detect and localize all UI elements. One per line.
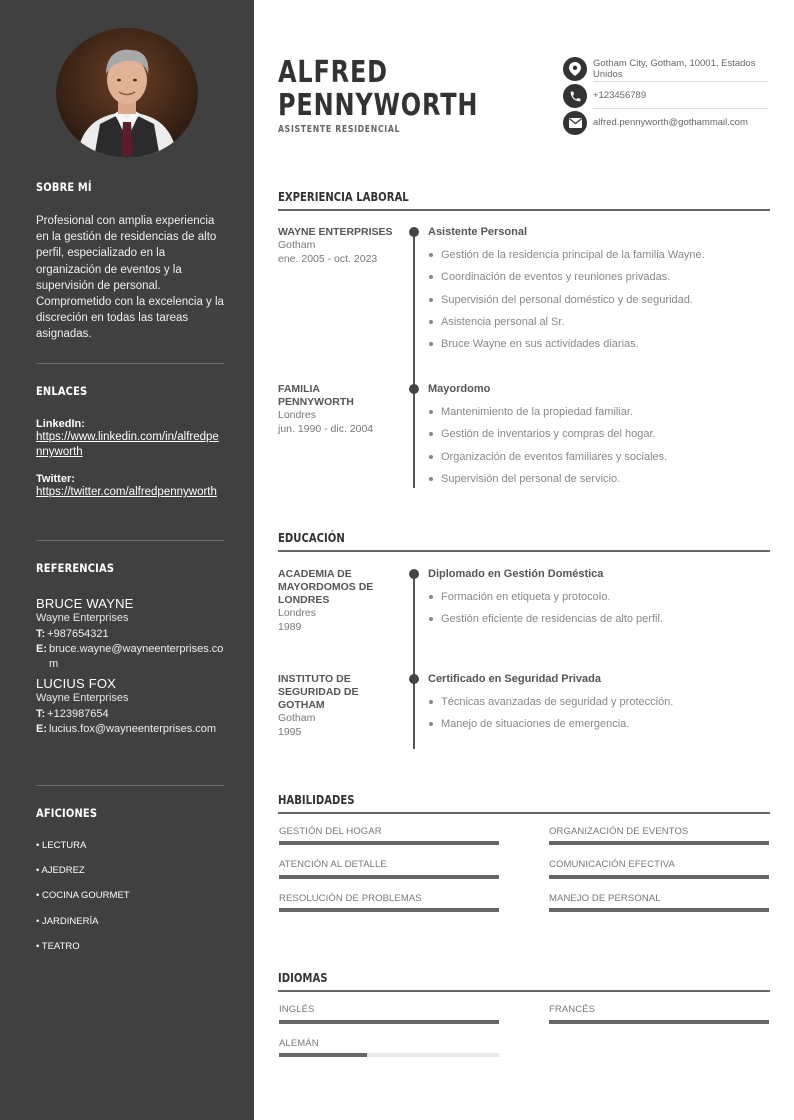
experience-bullet: Asistencia personal al Sr. xyxy=(428,311,770,333)
experience-bullet: Supervisión del personal de servicio. xyxy=(428,468,770,490)
education-dates: 1989 xyxy=(278,620,302,633)
section-rule xyxy=(278,812,770,814)
language-label: INGLÉS xyxy=(279,1004,315,1015)
references-heading: REFERENCIAS xyxy=(36,561,115,575)
skill-label: MANEJO DE PERSONAL xyxy=(549,893,661,904)
education-bullet: Técnicas avanzadas de seguridad y protección. xyxy=(428,691,770,713)
section-rule xyxy=(278,990,770,992)
contact-divider xyxy=(593,108,768,109)
education-dates: 1995 xyxy=(278,725,302,738)
language-bar xyxy=(549,1020,769,1024)
reference-company: Wayne Enterprises xyxy=(36,612,129,624)
experience-entry-meta xyxy=(278,226,398,266)
experience-dates: ene. 2005 - oct. 2023 xyxy=(278,252,378,265)
education-bullet: Manejo de situaciones de emergencia. xyxy=(428,713,770,735)
experience-timeline xyxy=(413,232,415,488)
experience-bullet: Organización de eventos familiares y sociales. xyxy=(428,446,770,468)
person-name: ALFRED PENNYWORTH xyxy=(278,55,479,123)
hobby-item: • JARDINERÍA xyxy=(36,915,99,927)
language-bar xyxy=(279,1053,499,1057)
experience-bullet: Gestión de la residencia principal de la familia Wayne. xyxy=(428,244,770,266)
hobby-item: • TEATRO xyxy=(36,940,80,952)
reference-email: E: lucius.fox@wayneenterprises.com xyxy=(36,723,217,735)
skill-bar xyxy=(549,875,769,879)
experience-entry-detail xyxy=(428,225,770,355)
hobby-item: • LECTURA xyxy=(36,840,87,851)
contact-address: Gotham City, Gotham, 10001, Estados Unidos xyxy=(563,57,768,81)
skill-bar xyxy=(549,841,769,845)
skill-label: COMUNICACIÓN EFECTIVA xyxy=(549,859,675,870)
contact-divider xyxy=(593,81,768,82)
reference-phone: T: +987654321 xyxy=(36,628,109,640)
skill-bar xyxy=(279,908,499,912)
experience-bullet: Coordinación de eventos y reuniones privadas. xyxy=(428,266,770,288)
education-entry-detail xyxy=(428,567,770,631)
skill-label: ATENCIÓN AL DETALLE xyxy=(279,859,387,870)
experience-org: FAMILIA PENNYWORTH xyxy=(278,383,354,408)
experience-location: Londres xyxy=(278,409,316,421)
link-item-twitter xyxy=(36,473,224,500)
languages-heading: IDIOMAS xyxy=(278,971,328,985)
hobbies-section xyxy=(36,806,224,966)
about-heading: SOBRE MÍ xyxy=(36,180,92,194)
timeline-dot xyxy=(409,569,419,579)
reference-phone: T: +123987654 xyxy=(36,708,109,720)
sidebar-divider xyxy=(36,363,224,364)
timeline-dot xyxy=(409,384,419,394)
experience-heading: EXPERIENCIA LABORAL xyxy=(278,190,409,204)
education-degree: Certificado en Seguridad Privada xyxy=(428,673,601,685)
reference-name: LUCIUS FOX xyxy=(36,676,117,691)
location-pin-icon xyxy=(563,57,587,81)
education-location: Londres xyxy=(278,607,316,619)
envelope-icon xyxy=(563,111,587,135)
experience-bullet: Mantenimiento de la propiedad familiar. xyxy=(428,401,770,423)
references-section xyxy=(36,561,224,737)
about-section xyxy=(36,180,224,343)
education-timeline xyxy=(413,574,415,749)
hobby-item: • AJEDREZ xyxy=(36,865,85,877)
experience-bullet: Gestión de inventarios y compras del hogar. xyxy=(428,423,770,445)
reference-company: Wayne Enterprises xyxy=(36,692,129,704)
experience-role: Asistente Personal xyxy=(428,226,528,238)
education-bullet: Formación en etiqueta y protocolo. xyxy=(428,586,770,608)
phone-icon xyxy=(563,84,587,108)
experience-bullet: Bruce Wayne en sus actividades diarias. xyxy=(428,333,770,355)
skill-label: GESTIÓN DEL HOGAR xyxy=(279,826,382,837)
reference-item xyxy=(36,596,224,672)
experience-role: Mayordomo xyxy=(428,383,491,395)
language-label: ALEMÁN xyxy=(279,1038,319,1049)
language-bar xyxy=(279,1020,499,1024)
skill-bar xyxy=(279,875,499,879)
link-item-linkedin xyxy=(36,418,224,460)
experience-entry-detail xyxy=(428,382,770,490)
education-entry-meta xyxy=(278,673,398,739)
section-rule xyxy=(278,209,770,211)
link-label: Twitter: xyxy=(36,473,75,485)
skills-heading: HABILIDADES xyxy=(278,793,355,807)
sidebar xyxy=(0,0,254,1120)
education-org: ACADEMIA DE MAYORDOMOS DE LONDRES xyxy=(278,568,374,606)
about-text: Profesional con amplia experiencia en la gestión de residencias de alto perfil, especializado en la organización de eventos y la supervisión de personal. Comprometido con la excelencia y la discreción en todas las tareas asignadas. xyxy=(36,215,224,341)
experience-org: WAYNE ENTERPRISES xyxy=(278,226,393,238)
twitter-link[interactable]: https://twitter.com/alfredpennyworth xyxy=(36,486,217,498)
education-location: Gotham xyxy=(278,712,316,724)
experience-location: Gotham xyxy=(278,239,316,251)
hobbies-heading: AFICIONES xyxy=(36,806,98,820)
profile-photo xyxy=(56,28,198,158)
links-section xyxy=(36,384,224,500)
education-org: INSTITUTO DE SEGURIDAD DE GOTHAM xyxy=(278,673,359,711)
job-title: ASISTENTE RESIDENCIAL xyxy=(278,124,401,135)
reference-email: E: bruce.wayne@wayneenterprises.com xyxy=(36,643,224,670)
links-heading: ENLACES xyxy=(36,384,88,398)
experience-dates: jun. 1990 - dic. 2004 xyxy=(278,422,374,435)
timeline-dot xyxy=(409,674,419,684)
reference-name: BRUCE WAYNE xyxy=(36,596,134,611)
hobby-item: • COCINA GOURMET xyxy=(36,890,130,902)
education-bullet: Gestión eficiente de residencias de alto perfil. xyxy=(428,608,770,630)
timeline-dot xyxy=(409,227,419,237)
skill-label: RESOLUCIÓN DE PROBLEMAS xyxy=(279,893,422,904)
link-label: LinkedIn: xyxy=(36,418,85,430)
experience-bullet: Supervisión del personal doméstico y de seguridad. xyxy=(428,289,770,311)
sidebar-divider xyxy=(36,785,224,786)
contact-phone: +123456789 xyxy=(563,84,768,108)
language-label: FRANCÉS xyxy=(549,1004,596,1015)
skill-bar xyxy=(549,908,769,912)
linkedin-link[interactable]: https://www.linkedin.com/in/alfredpennyworth xyxy=(36,431,219,458)
education-heading: EDUCACIÓN xyxy=(278,531,345,545)
contact-email: alfred.pennyworth@gothammail.com xyxy=(563,111,768,135)
section-rule xyxy=(278,550,770,552)
sidebar-divider xyxy=(36,540,224,541)
education-entry-meta xyxy=(278,568,398,634)
education-entry-detail xyxy=(428,672,770,736)
reference-item xyxy=(36,676,224,737)
skill-bar xyxy=(279,841,499,845)
education-degree: Diplomado en Gestión Doméstica xyxy=(428,568,604,580)
skill-label: ORGANIZACIÓN DE EVENTOS xyxy=(549,826,689,837)
experience-entry-meta xyxy=(278,383,398,436)
